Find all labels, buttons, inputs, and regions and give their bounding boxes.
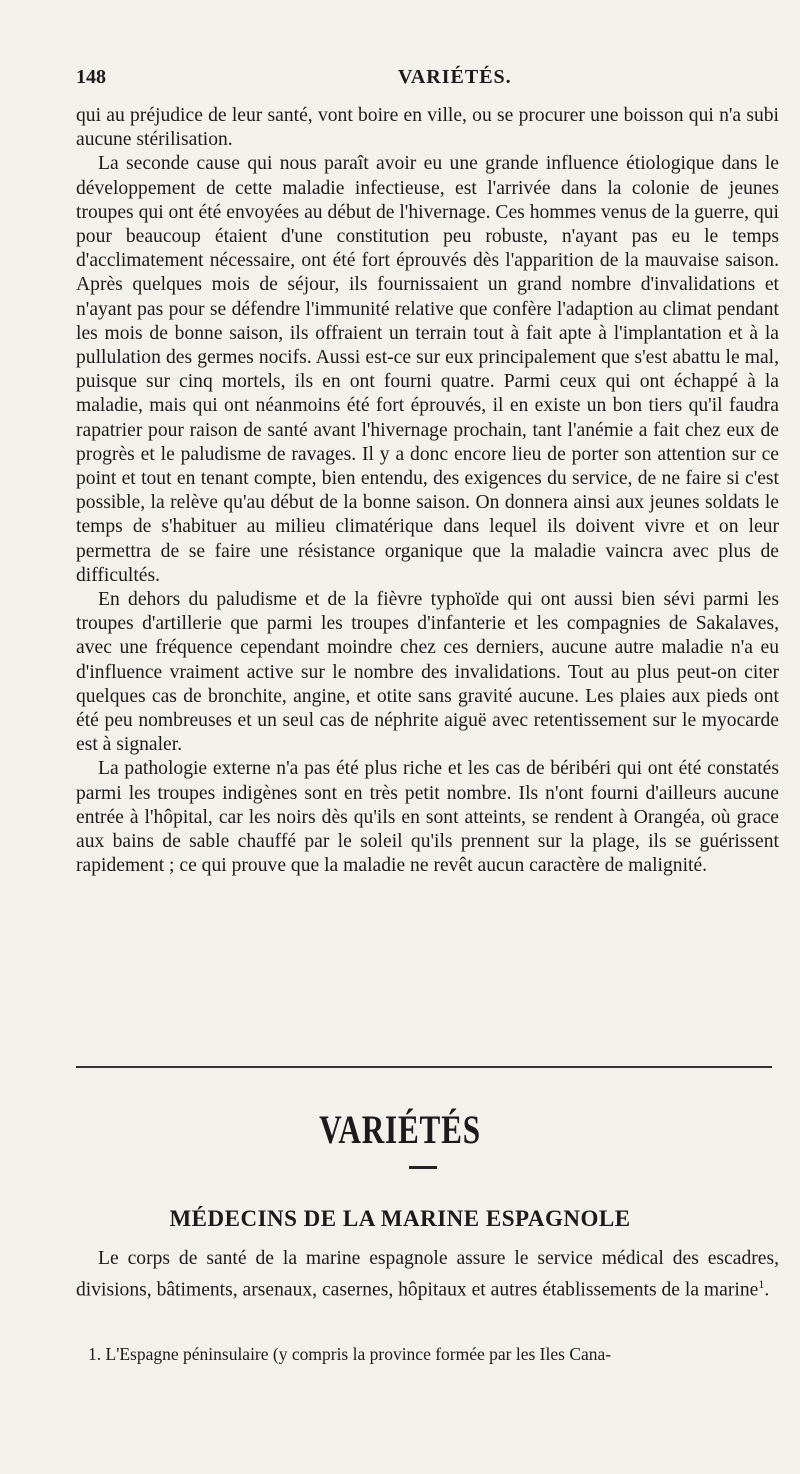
- running-head: [76, 66, 776, 96]
- article-intro: [76, 1247, 779, 1303]
- page-number: 148: [76, 66, 106, 88]
- footnote: [88, 1343, 778, 1365]
- footnote-text: L'Espagne péninsulaire (y compris la province formée par les Iles Cana-: [105, 1344, 612, 1364]
- footnote-reference: 1: [758, 1276, 765, 1291]
- title-dash: [409, 1166, 437, 1169]
- paragraph: La seconde cause qui nous paraît avoir eu une grande influence étiologique dans le développement de cette maladie infectieuse, est l'arrivée dans la colonie de jeunes troupes qui ont été envoyées au début de l'hivernage. Ces hommes venus de la guerre, qui pour beaucoup étaient d'une constitution peu robuste, n'ayant pas eu le temps d'acclimatement nécessaire, ont été fort éprouvés dès l'apparition de la mauvaise saison. Après quelques mois de séjour, ils fournissaient un grand nombre d'invalidations et n'ayant pas pour se défendre l'immunité relative que confère l'adaption au climat pendant les mois de bonne saison, ils offraient un terrain tout à fait apte à l'implantation et à la pullulation des germes nocifs. Aussi est-ce sur eux principalement que s'est abattu le mal, puisque sur cinq mortels, ils en ont fourni quatre. Parmi ceux qui ont échappé à la maladie, mais qui ont néanmoins été fort éprouvés, il en existe un bon tiers qu'il faudra rapatrier pour raison de santé avant l'hivernage prochain, tant l'anémie a fait chez eux de progrès et le paludisme de ravages. Il y a donc encore lieu de porter son attention sur ce point et tout en tenant compte, bien entendu, des exigences du service, de ne faire si c'est possible, la relève qu'au début de la bonne saison. On donnera ainsi aux jeunes soldats le temps de s'habituer au milieu climatérique dans lequel ils doivent vivre et on leur permettra de se faire une résistance organique que la maladie vaincra avec plus de difficultés.: [76, 153, 779, 586]
- footnote-marker: 1.: [88, 1344, 102, 1364]
- section-title: VARIÉTÉS: [319, 1107, 481, 1152]
- running-title: VARIÉTÉS.: [398, 66, 512, 88]
- intro-end: .: [764, 1279, 770, 1301]
- section-divider: [76, 1066, 772, 1068]
- paragraph: En dehors du paludisme et de la fièvre typhoïde qui ont aussi bien sévi parmi les troupes d'artillerie que parmi les troupes d'infanterie et les compagnies de Sakalaves, avec une fréquence cependant moindre chez ces derniers, aucune autre maladie n'a eu d'influence vraiment active sur le nombre des invalidations. Tout au plus peut-on citer quelques cas de bronchite, angine, et otite sans gravité aucune. Les plaies aux pieds ont été peu nombreuses et un seul cas de néphrite aiguë avec retentissement sur le myocarde est à signaler.: [76, 589, 779, 756]
- paragraph: La pathologie externe n'a pas été plus riche et les cas de béribéri qui ont été constatés parmi les troupes indigènes sont en très petit nombre. Ils n'ont fourni d'ailleurs aucune entrée à l'hôpital, car les noirs dès qu'ils en sont atteints, se rendent à Orangéa, où grace aux bains de sable chauffé par le soleil qu'ils prennent sur la plage, ils se guérissent rapidement ; ce qui prouve que la maladie ne revêt aucun caractère de malignité.: [76, 758, 779, 877]
- article-title: MÉDECINS DE LA MARINE ESPAGNOLE: [169, 1206, 631, 1231]
- paragraph: qui au préjudice de leur santé, vont boire en ville, ou se procurer une boisson qui n'a subi aucune stérilisation.: [76, 105, 779, 151]
- body-text: [76, 104, 779, 879]
- paragraph: [76, 1247, 779, 1303]
- intro-text: Le corps de santé de la marine espagnole assure le service médical des escadres, divisions, bâtiments, arsenaux, casernes, hôpitaux et autres établissements de la marine: [76, 1248, 779, 1301]
